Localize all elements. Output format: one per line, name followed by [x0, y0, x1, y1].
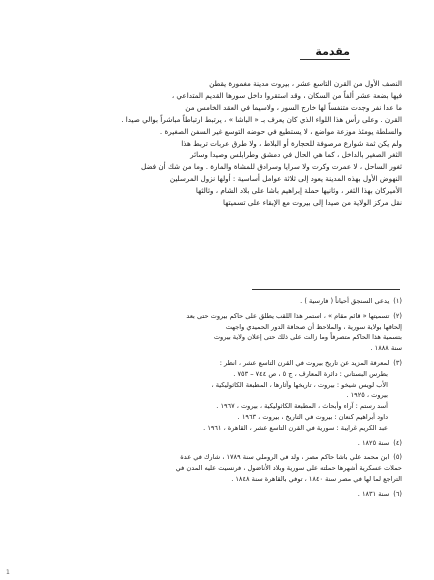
footnote-number: (٦) [393, 489, 402, 498]
footnote-text: سنة ١٨٨٨ . [370, 344, 402, 353]
footnote [38, 311, 402, 354]
page-mark: 1 [6, 569, 10, 576]
section-heading: مقدمة [300, 45, 350, 60]
footnote-number: (٥) [393, 453, 402, 462]
footnote-text: يدعى السنجق أحياناً ( فارسية ) . [300, 297, 390, 305]
footnote-text: تسميتها « قائم مقام » ، استمر هذا اللقب يطلق على حاكم بيروت حتى بعد [186, 311, 390, 320]
footnote-text: سنة ١٨٣١ . [357, 489, 390, 498]
footnote-text: سنة ١٨٢٥ . [357, 438, 390, 447]
intro-line: الأميركان بهذا الثغر ، وثانيها حملة إبراهيم باشا على بلاد الشام ، وثالثها [195, 186, 402, 196]
reference-item: الأب لويس شيخو : بيروت ، تاريخها وآثارها ، المطبعة الكاثوليكية ، [211, 380, 388, 389]
intro-line: ما عدا نفر وجدت متنفساً لها خارج السور ، ولاسيما في العقد الخامس من [185, 102, 402, 112]
reference-item: داود أبراهيم كنعان : بيروت في التاريخ ، بيروت ، ١٩٦٣ . [237, 412, 388, 421]
intro-line: فيها بضعة عشر ألفاً من السكان ، وقد استقروا داخل سورها القديم المتداعي ، [171, 90, 402, 100]
intro-line: والسلطة يومئذ موزعة مواضع ، لا يستطيع في حوضه التوسع غير السفن الصغيرة . [159, 126, 402, 136]
reference-item: بيروت ، ١٩٢٥ . [346, 391, 388, 400]
footnote-text: حملات عسكرية أشهرها حملته على سورية وبلاد الأناضول ، فرنسيت عليه المدن في [175, 464, 402, 473]
footnote [38, 489, 402, 500]
intro-line: النهوض الأول بهذه المدينة يعود إلى ثلاثة عوامل أساسية : أولها نزول المرسلين [169, 174, 402, 184]
footnote-text: بتسمية هذا الحاكم متصرفاً وما زالت على ذلك حتى إعلان ولاية بيروت [213, 333, 402, 342]
footnotes-section [38, 296, 402, 504]
footnote-number: (٣) [393, 358, 402, 367]
footnote-text: التراجع لما لها في مصر سنة ١٨٤٠ ، توفي بالقاهرة سنة ١٨٤٨ . [231, 474, 402, 483]
footnote [38, 358, 402, 434]
footnote-number: (٤) [393, 438, 402, 447]
reference-item: عبد الكريم غرايبة : سورية في القرن التاسع عشر ، القاهرة ، ١٩٦١ . [203, 423, 388, 432]
footnote-divider [252, 289, 400, 290]
intro-paragraph [34, 78, 402, 209]
footnote [38, 438, 402, 449]
intro-line: الثغر الصغير بالداخل ، كما هي الحال في دمشق وطرابلس وصيدا وسائر [190, 150, 402, 160]
reference-item: أسد رستم : آراء وأبحاث ، المطبعة الكاثوليكية ، بيروت ، ١٩٦٧ . [216, 402, 388, 411]
intro-line: نقل مركز الولاية من صيدا إلى بيروت مع الإبقاء على تسميتها [223, 198, 402, 208]
footnote-number: (١) [393, 297, 402, 305]
intro-line: ثغور الساحل ، لا عمرت وكرت ولا سرايا وسرادق للمشاة والمارة . وما من شك أن فضل [141, 162, 402, 172]
reference-item: بطرس البستاني : دائرة المعارف ، ج ٥ ، ص ٧٤٤ – ٧٥٣ . [233, 369, 388, 378]
footnote [38, 452, 402, 484]
footnote-text: إلحاقها بولاية سورية ، والملاحظ أن صحافة الدور الحميدي واجهت [225, 322, 402, 331]
footnote [38, 296, 402, 307]
footnote-text: ابن محمد علي باشا حاكم مصر ، ولد في الروملي سنة ١٧٨٩ ، شارك في عدة [180, 453, 390, 462]
intro-line: النصف الأول من القرن التاسع عشر ، بيروت مدينة مغمورة يقطن [209, 79, 402, 88]
footnote-number: (٢) [393, 311, 402, 320]
reference-list [38, 369, 402, 434]
footnote-text: لمعرفة المزيد عن تاريخ بيروت في القرن التاسع عشر ، انظر : [219, 358, 390, 367]
intro-line: القرن . وعلى رأس هذا اللواء الذي كان يعرف بـ « الباشا » ، يرتبط ارتباطاً مباشراً بوالي صيدا . [121, 114, 402, 124]
intro-line: ولم يكن ثمة شوارع مرصوفة للحجارة أو البلاط ، ولا طرق عربات تربط هذا [181, 138, 402, 148]
